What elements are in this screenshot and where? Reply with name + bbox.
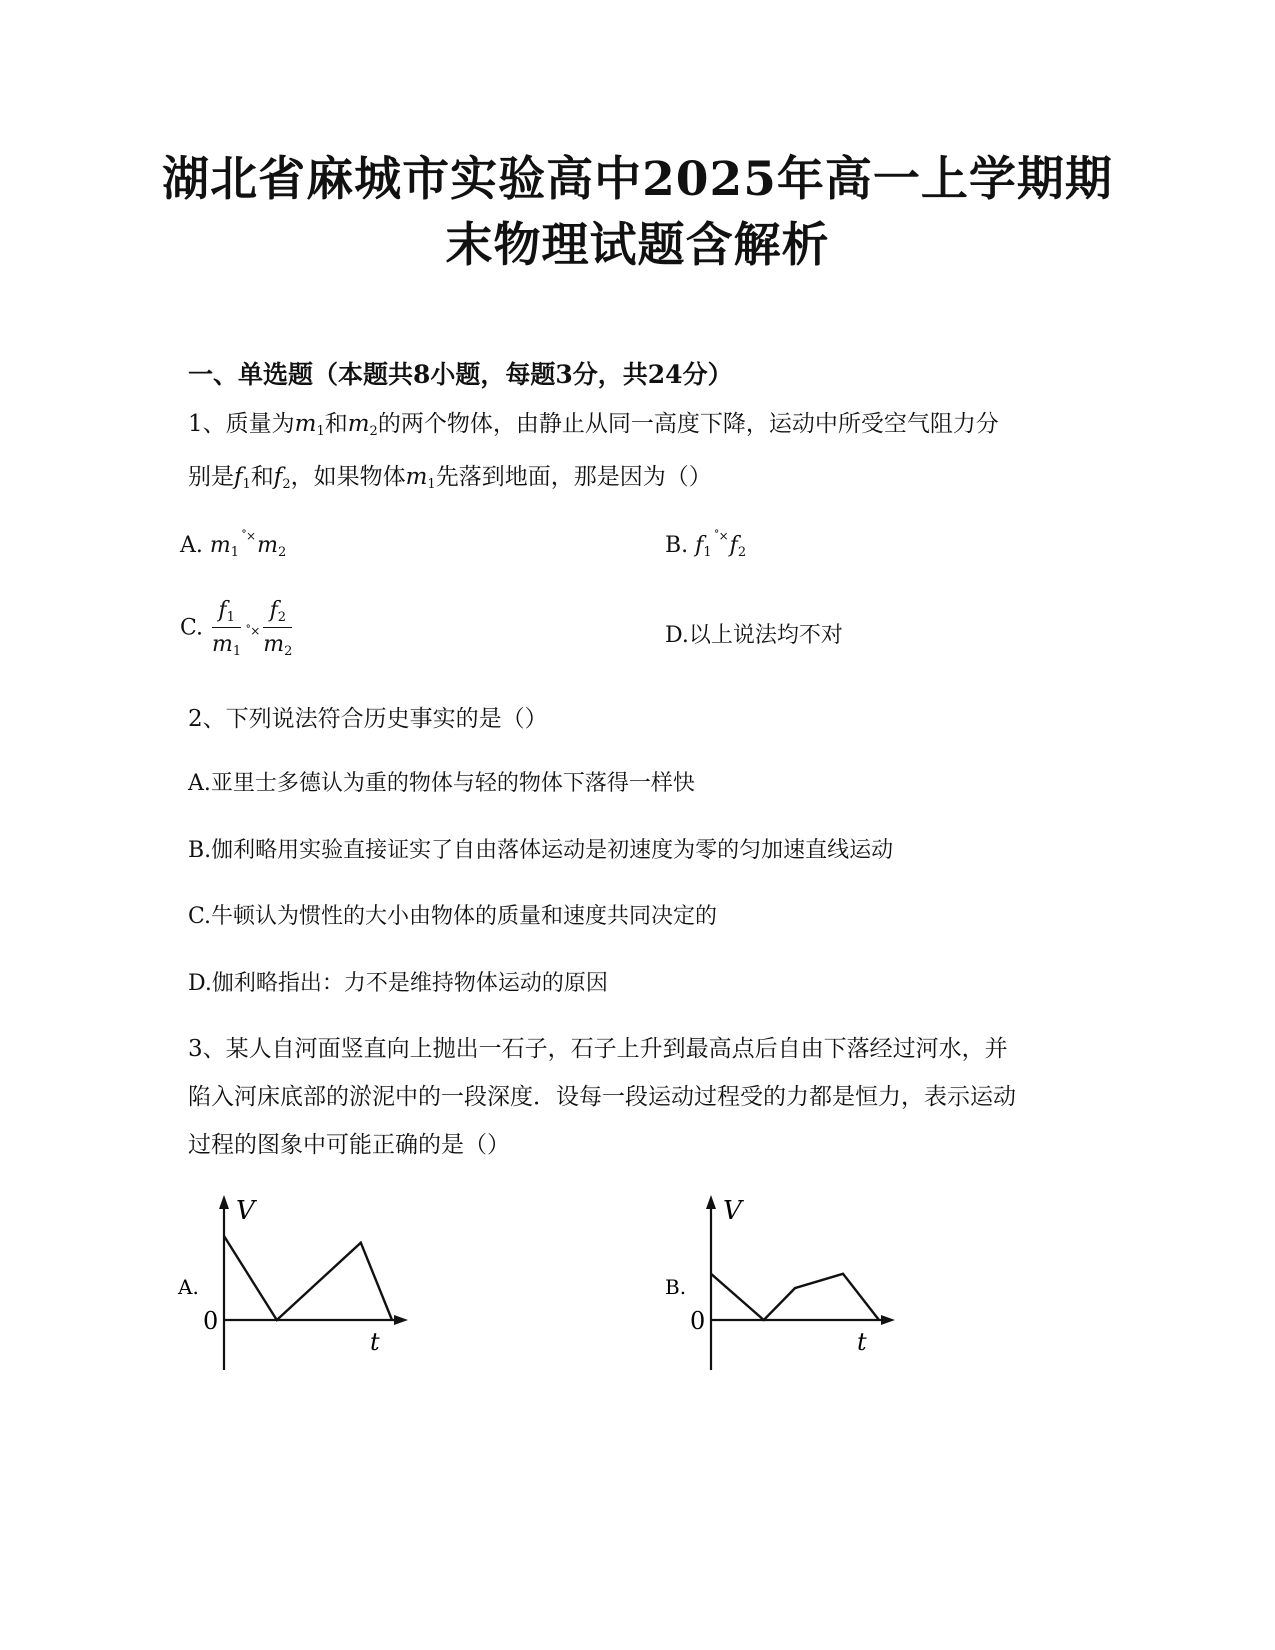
velocity-curve <box>711 1274 879 1320</box>
q2-stem: 2、下列说法符合历史事实的是（） <box>188 706 548 732</box>
q2-option-c: C.牛顿认为惯性的大小由物体的质量和速度共同决定的 <box>188 904 718 929</box>
origin-label: 0 <box>203 1307 219 1335</box>
q3-graph-a <box>170 1195 430 1395</box>
q3-stem-line3: 过程的图象中可能正确的是（） <box>188 1132 510 1158</box>
fraction-f2-m2: $\frac{f_2}{m_2}$ <box>263 598 293 659</box>
q1-stem-line1: 1、质量为$m_1$和$m_2$的两个物体，由静止从同一高度下降，运动中所受空气阻力分 <box>188 411 999 439</box>
doc-title-line1: 湖北省麻城市实验高中2025年高一上学期期 <box>162 152 1113 207</box>
x-axis-label: t <box>857 1328 867 1356</box>
q2-option-a: A.亚里士多德认为重的物体与轻的物体下落得一样快 <box>188 771 695 796</box>
x-axis-arrow <box>881 1315 895 1325</box>
q1-stem-line2: 别是$f_1$和$f_2$，如果物体$m_1$先落到地面，那是因为（） <box>188 464 712 492</box>
origin-label: 0 <box>690 1307 706 1335</box>
q1-option-c: C. $\frac{f_1}{m_1}$ ˚× $\frac{f_2}{m_2}$ <box>180 598 293 659</box>
fraction-f1-m1: $\frac{f_1}{m_1}$ <box>212 598 242 659</box>
section-heading: 一、单选题（本题共8小题，每题3分，共24分） <box>188 360 733 389</box>
y-axis-label: V <box>723 1196 742 1226</box>
doc-title-line2: 末物理试题含解析 <box>445 218 830 273</box>
q1-option-b: B. $f_1^{˚\times}f_2$ <box>665 529 747 560</box>
velocity-curve <box>224 1236 392 1320</box>
y-axis-label: V <box>236 1196 255 1226</box>
q2-option-b: B.伽利略用实验直接证实了自由落体运动是初速度为零的匀加速直线运动 <box>188 838 894 863</box>
q3-graph-b <box>657 1195 917 1395</box>
y-axis-arrow <box>706 1195 716 1209</box>
y-axis-arrow <box>219 1195 229 1209</box>
q1-option-a: A. $m_1^{˚\times}m_2$ <box>180 529 287 560</box>
q1-option-d: D.以上说法均不对 <box>665 623 843 648</box>
graph-option-label: A. <box>178 1275 199 1299</box>
q3-stem-line2: 陷入河床底部的淤泥中的一段深度．设每一段运动过程受的力都是恒力，表示运动 <box>188 1084 1016 1110</box>
x-axis-label: t <box>370 1328 380 1356</box>
graph-option-label: B. <box>665 1275 687 1299</box>
q3-stem-line1: 3、某人自河面竖直向上抛出一石子，石子上升到最高点后自由下落经过河水，并 <box>188 1036 1008 1062</box>
x-axis-arrow <box>394 1315 408 1325</box>
q2-option-d: D.伽利略指出：力不是维持物体运动的原因 <box>188 971 608 996</box>
